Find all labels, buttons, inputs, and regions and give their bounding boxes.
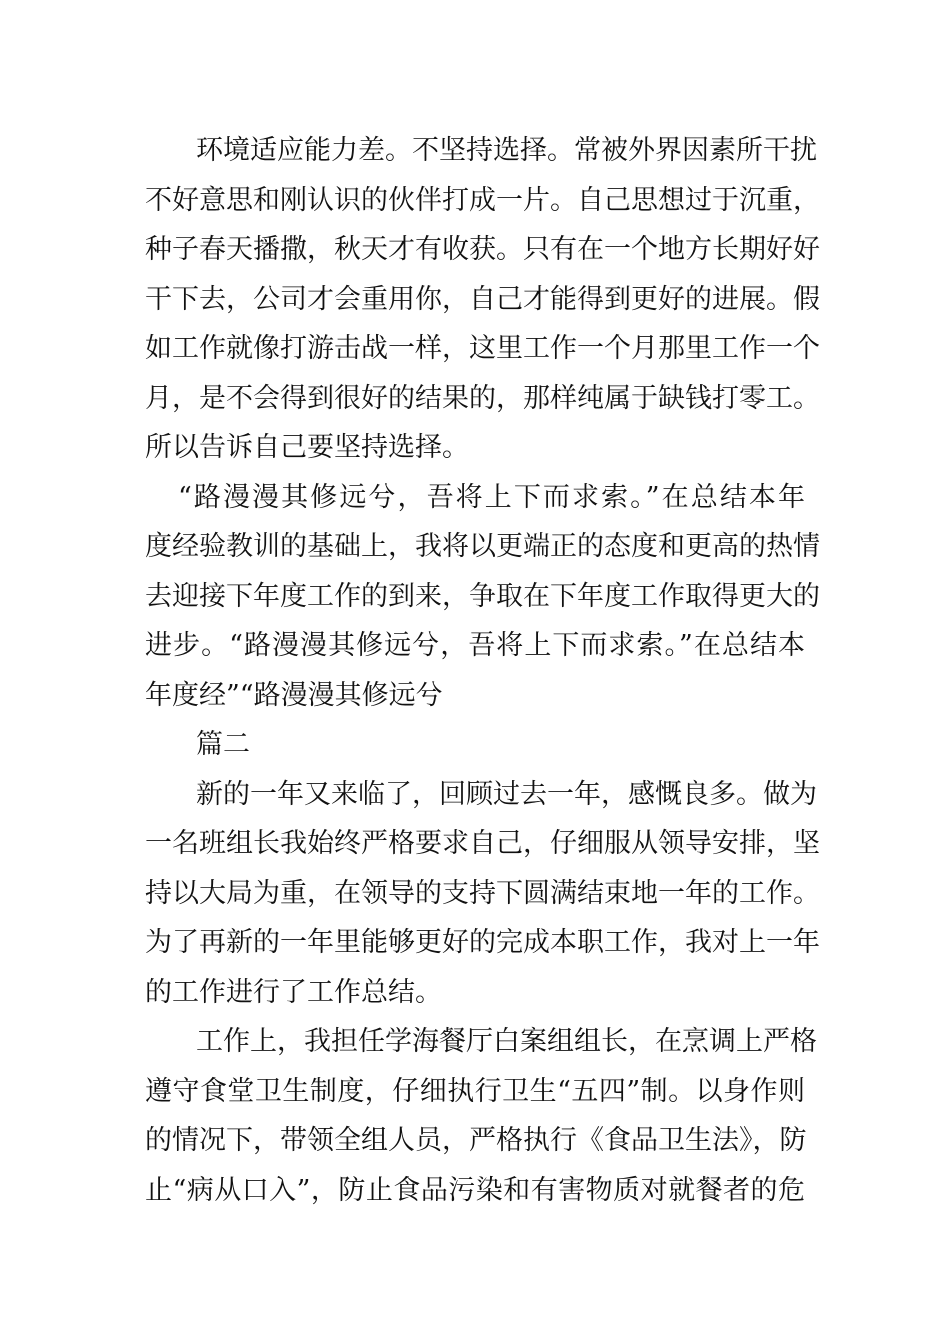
text-line: 止“病从口入”，防止食品污染和有害物质对就餐者的危	[145, 1175, 805, 1206]
text-line: 的工作进行了工作总结。	[145, 977, 442, 1008]
text-line: 种子春天播撒，秋天才有收获。只有在一个地方长期好好	[145, 234, 820, 265]
text-line: 进步。“路漫漫其修远兮，吾将上下而求索。”在总结本	[145, 630, 805, 661]
text-line: 度经验教训的基础上，我将以更端正的态度和更高的热情	[145, 531, 820, 562]
text-line: 环境适应能力差。不坚持选择。常被外界因素所干扰	[196, 135, 817, 166]
text-line: “路漫漫其修远兮，吾将上下而求索。”在总结本年	[178, 482, 805, 513]
text-line: 一名班组长我始终严格要求自己，仔细服从领导安排，坚	[145, 828, 820, 859]
text-line: 遵守食堂卫生制度，仔细执行卫生“五四”制。以身作则	[145, 1076, 805, 1107]
text-line: 为了再新的一年里能够更好的完成本职工作，我对上一年	[145, 927, 820, 958]
text-line: 新的一年又来临了，回顾过去一年，感慨良多。做为	[196, 779, 817, 810]
text-line: 年度经”“路漫漫其修远兮	[145, 680, 443, 711]
text-line: 如工作就像打游击战一样，这里工作一个月那里工作一个	[145, 333, 820, 364]
text-line: 所以告诉自己要坚持选择。	[145, 432, 469, 463]
text-line: 工作上，我担任学海餐厅白案组组长，在烹调上严格	[196, 1026, 817, 1057]
text-line: 去迎接下年度工作的到来，争取在下年度工作取得更大的	[145, 581, 820, 612]
text-line: 干下去，公司才会重用你，自己才能得到更好的进展。假	[145, 284, 820, 315]
text-line: 月，是不会得到很好的结果的，那样纯属于缺钱打零工。	[145, 383, 820, 414]
text-line: 不好意思和刚认识的伙伴打成一片。自己思想过于沉重，	[145, 185, 820, 216]
text-line: 的情况下，带领全组人员，严格执行《食品卫生法》，防	[145, 1125, 807, 1156]
text-line: 持以大局为重，在领导的支持下圆满结束地一年的工作。	[145, 878, 820, 909]
section-heading: 篇二	[196, 729, 250, 760]
